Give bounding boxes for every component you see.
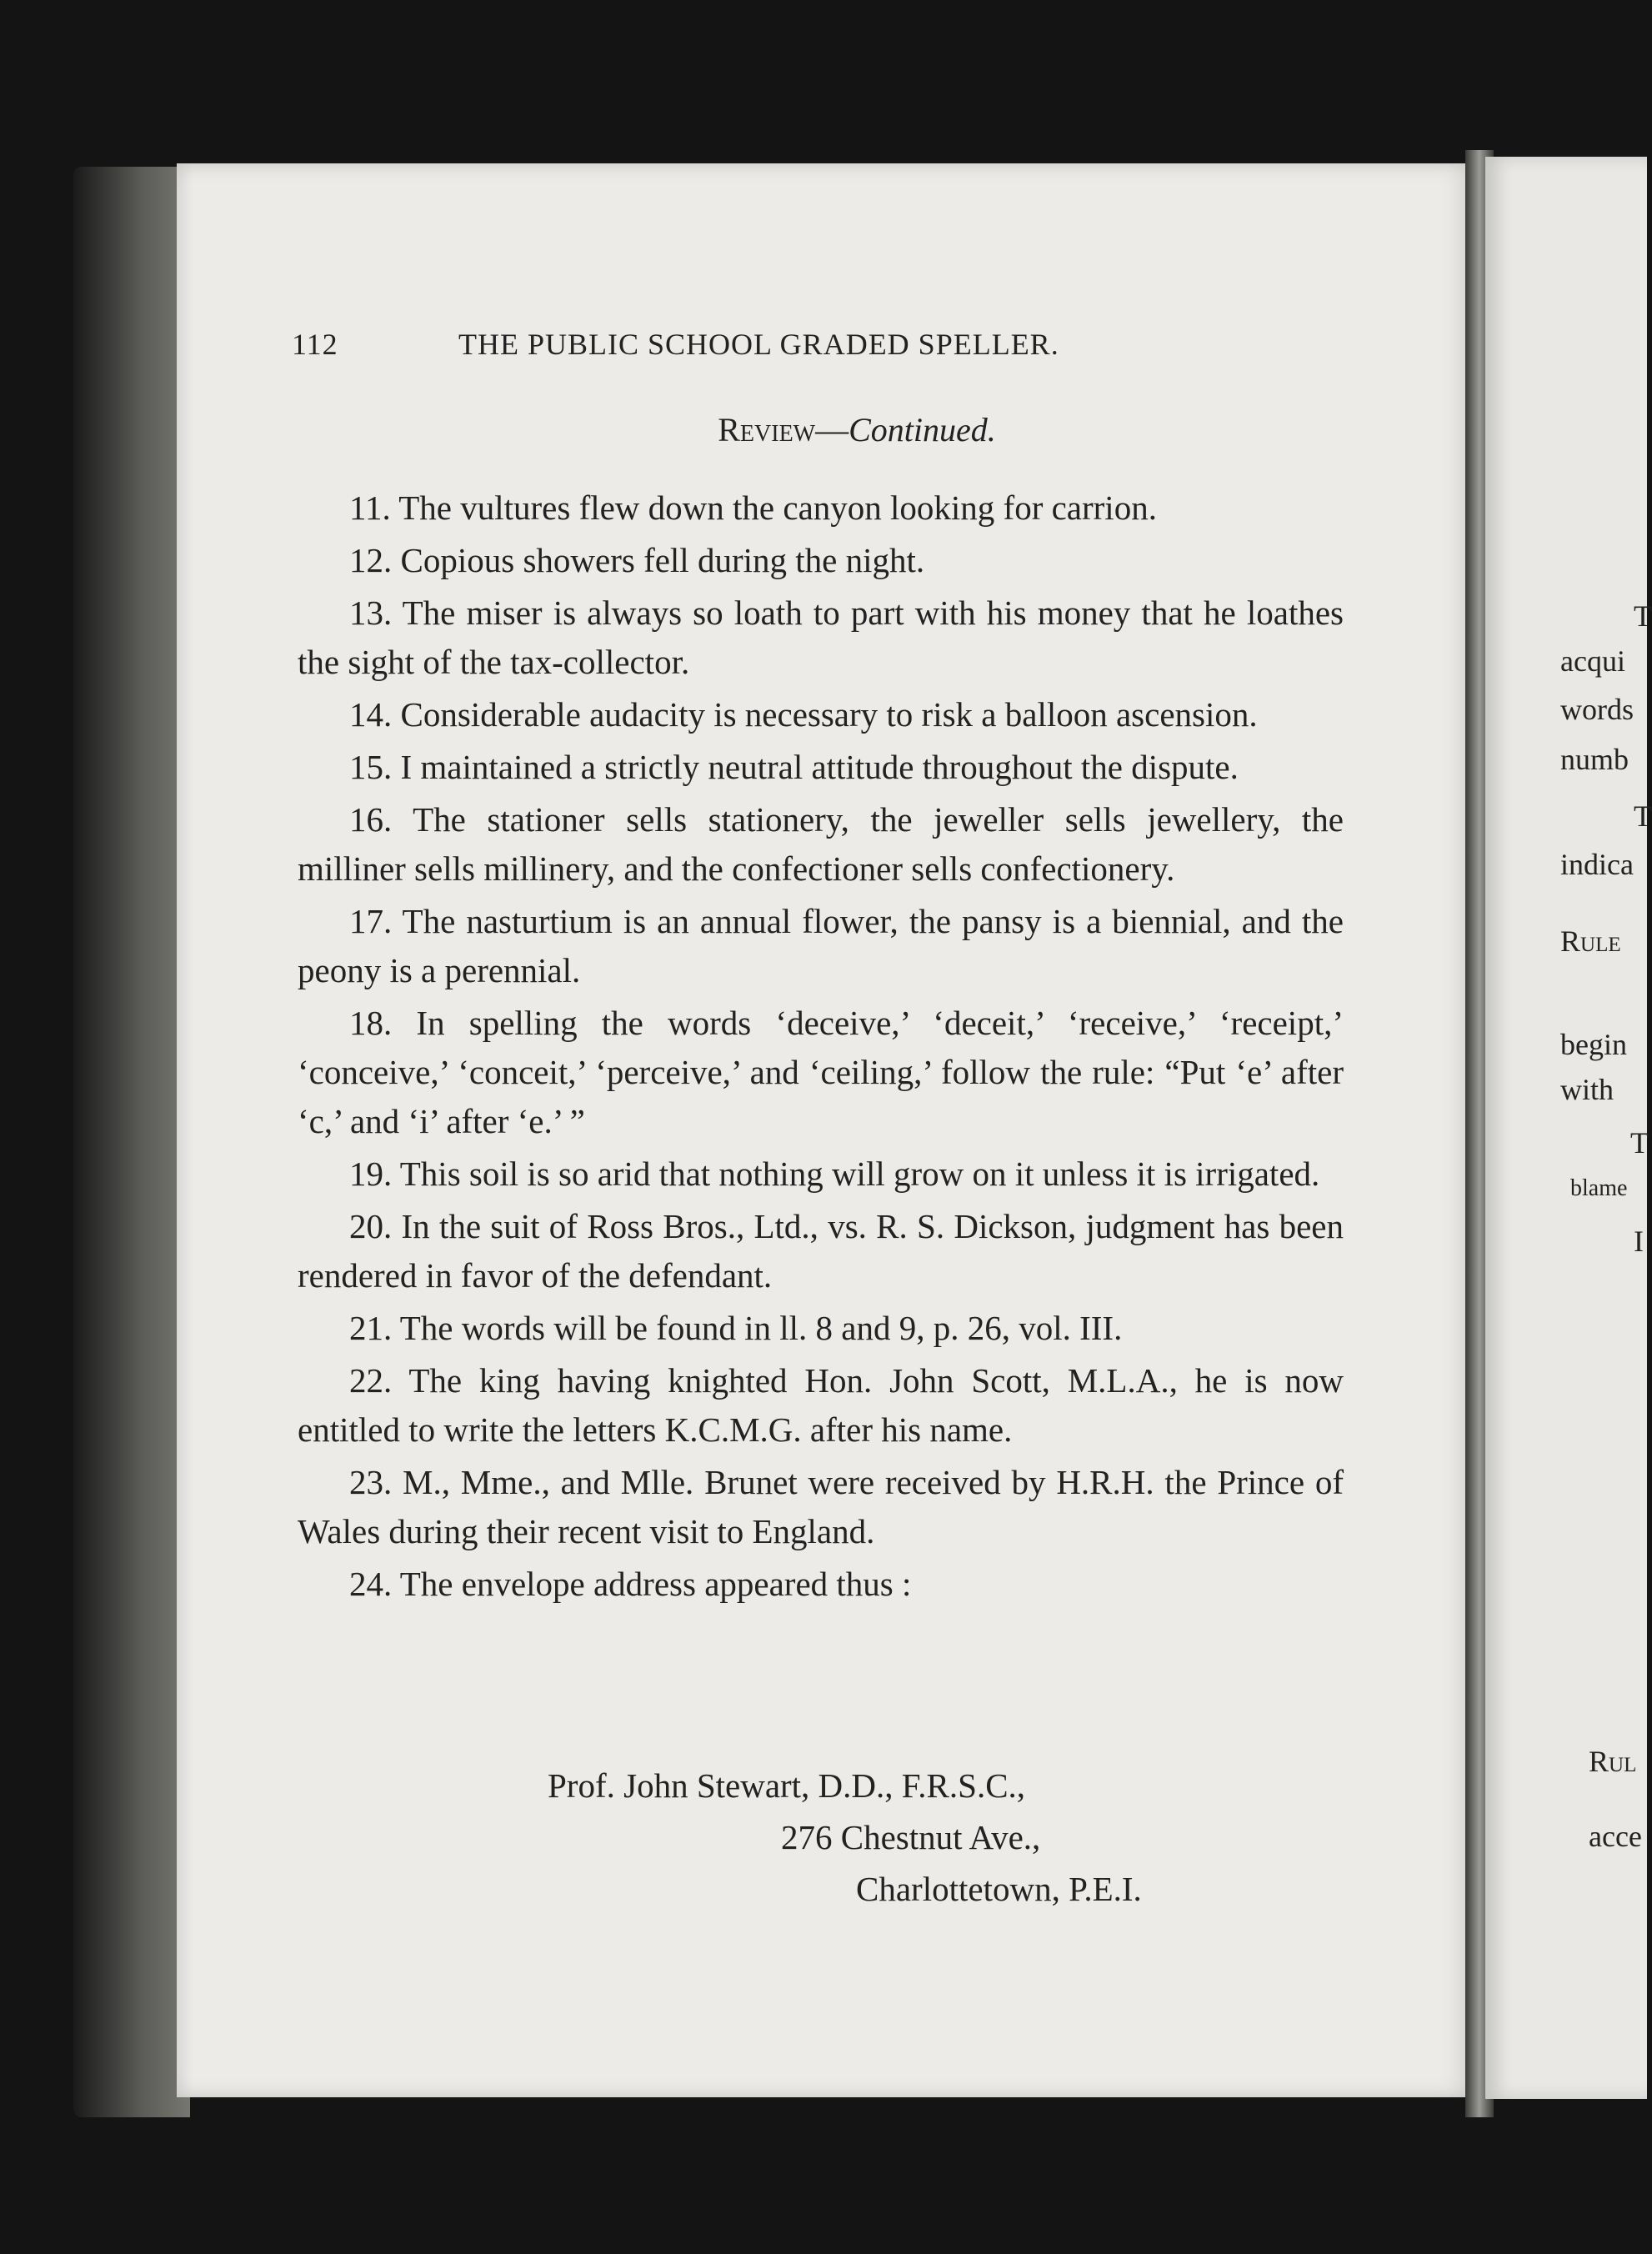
sentence-item: 18. In spelling the words ‘deceive,’ ‘deceit,’ ‘receive,’ ‘receipt,’ ‘conceive,’ ‘conceit,’ ‘perceive,’ and ‘ceiling,’ follow the rule: “Put ‘e’ after ‘c,’ and ‘i’ after ‘e.’ ”	[298, 1004, 1344, 1140]
sentence-item: 16. The stationer sells stationery, the jeweller sells jewellery, the milliner sells millinery, and the confectioner sells confectionery.	[298, 800, 1344, 888]
sentence-item: 15. I maintained a strictly neutral attitude throughout the dispute.	[349, 748, 1239, 786]
sentence-item: 21. The words will be found in ll. 8 and 9, p. 26, vol. III.	[349, 1309, 1123, 1347]
review-sentences	[298, 483, 1344, 1612]
running-title: THE PUBLIC SCHOOL GRADED SPELLER.	[458, 328, 1059, 361]
right-page-fragment: begin	[1560, 1028, 1627, 1061]
right-page-fragment: T	[1630, 1126, 1649, 1160]
address-line-3: Charlottetown, P.E.I.	[856, 1870, 1142, 1908]
book-spine	[73, 167, 190, 2117]
right-page-fragment: T	[1634, 599, 1652, 633]
right-page-fragment: Rul	[1589, 1745, 1637, 1778]
section-title	[0, 410, 1647, 449]
sentence-item: 20. In the suit of Ross Bros., Ltd., vs. R. S. Dickson, judgment has been rendered in favor of the defendant.	[298, 1207, 1344, 1295]
right-page-fragment: acqui	[1560, 644, 1625, 678]
right-page-fragment: numb	[1560, 743, 1629, 776]
sentence-item: 11. The vultures flew down the canyon looking for carrion.	[349, 488, 1157, 527]
right-page-fragment: blame	[1570, 1175, 1628, 1201]
sentence-item: 22. The king having knighted Hon. John Scott, M.L.A., he is now entitled to write the letters K.C.M.G. after his name.	[298, 1361, 1344, 1449]
sentence-item: 12. Copious showers fell during the night.	[349, 541, 925, 579]
sentence-item: 23. M., Mme., and Mlle. Brunet were received by H.R.H. the Prince of Wales during their recent visit to England.	[298, 1463, 1344, 1550]
sentence-item: 24. The envelope address appeared thus :	[349, 1565, 912, 1603]
page-number: 112	[292, 328, 338, 361]
section-title-continued: Continued.	[849, 411, 996, 448]
sentence-item: 14. Considerable audacity is necessary to risk a balloon ascension.	[349, 695, 1258, 734]
right-page-fragment: T	[1634, 799, 1652, 833]
right-page-fragment: words	[1560, 693, 1634, 726]
sentence-item: 19. This soil is so arid that nothing will grow on it unless it is irrigated.	[349, 1155, 1320, 1193]
right-page-fragment: with	[1560, 1073, 1614, 1106]
address-line-2: 276 Chestnut Ave.,	[781, 1818, 1041, 1856]
section-title-main: Review	[718, 411, 816, 448]
section-title-dash: —	[815, 411, 849, 448]
right-page-fragment: I	[1634, 1225, 1644, 1258]
right-page-fragment: Rule	[1560, 924, 1621, 958]
address-line-1: Prof. John Stewart, D.D., F.R.S.C.,	[548, 1766, 1026, 1805]
right-page-fragment: indica	[1560, 848, 1634, 881]
sentence-item: 13. The miser is always so loath to part with his money that he loathes the sight of the tax-collector.	[298, 594, 1344, 681]
right-page-fragment: acce	[1589, 1820, 1642, 1853]
sentence-item: 17. The nasturtium is an annual flower, the pansy is a biennial, and the peony is a perennial.	[298, 902, 1344, 989]
